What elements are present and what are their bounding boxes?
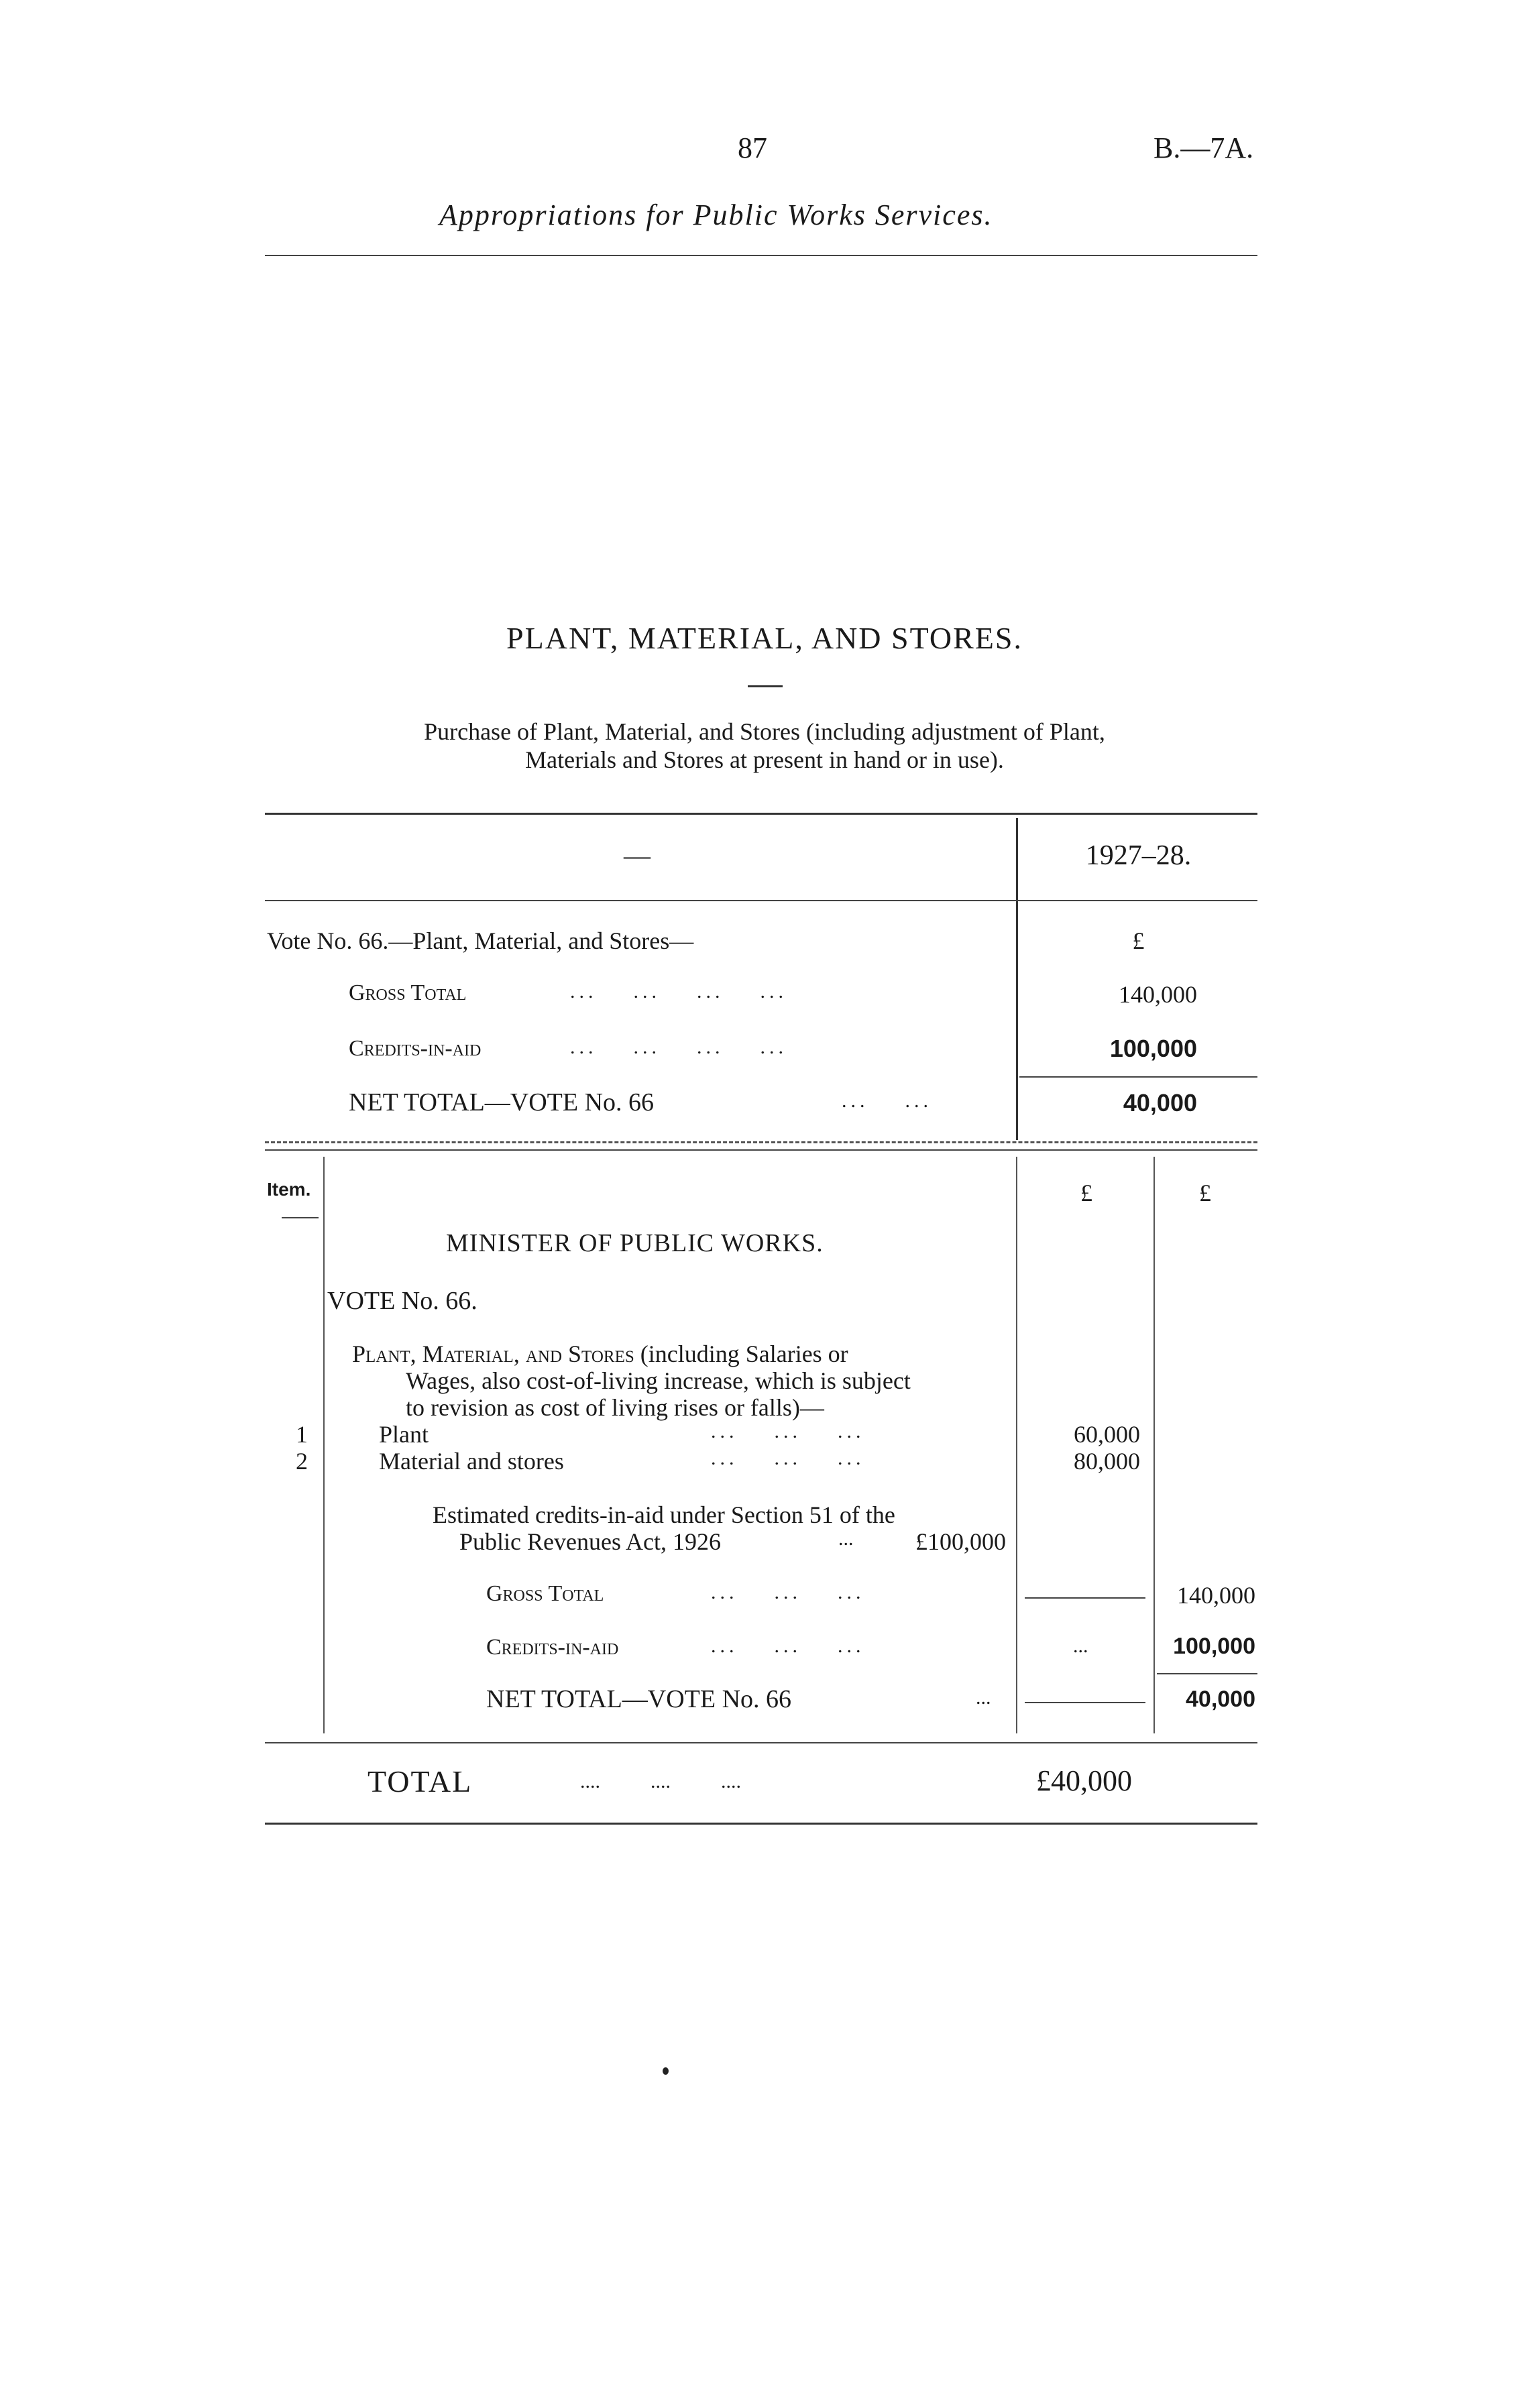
header-rule	[265, 255, 1257, 256]
summary-credits-label: Credits-in-aid	[349, 1036, 482, 1061]
total-value: £40,000	[1036, 1764, 1132, 1797]
section-description-2: Materials and Stores at present in hand or in use).	[525, 746, 1004, 773]
detail-column-divider-1	[1016, 1157, 1017, 1733]
detail-gross-value: 140,000	[1177, 1582, 1255, 1609]
detail-net-value: 40,000	[1186, 1686, 1255, 1712]
detail-credits-mid: ...	[1073, 1635, 1088, 1657]
total-label: TOTAL	[368, 1764, 473, 1798]
estimate-dots: ...	[838, 1528, 854, 1550]
summary-col-label: —	[624, 840, 651, 870]
item-value: 60,000	[1074, 1421, 1140, 1448]
running-title: Appropriations for Public Works Services.	[439, 198, 993, 231]
item-header: Item.	[267, 1179, 311, 1200]
estimate-value: £100,000	[915, 1528, 1006, 1555]
item-label: Material and stores	[379, 1448, 564, 1475]
minister-heading: MINISTER OF PUBLIC WORKS.	[446, 1229, 824, 1257]
summary-currency: £	[1132, 927, 1145, 954]
summary-header-rule	[265, 900, 1257, 901]
summary-net-label: NET TOTAL—VOTE No. 66	[349, 1088, 655, 1116]
item-label: Plant	[379, 1421, 429, 1448]
summary-net-value: 40,000	[1123, 1089, 1197, 1116]
estimate-line-2: Public Revenues Act, 1926	[459, 1528, 721, 1555]
section-description-1: Purchase of Plant, Material, and Stores (including adjustment of Plant,	[424, 718, 1105, 745]
detail-net-label: NET TOTAL—VOTE No. 66	[486, 1685, 792, 1713]
detail-credits-dots: ... ... ...	[711, 1635, 865, 1657]
detail-gross-dash	[1025, 1597, 1145, 1599]
summary-column-divider	[1016, 818, 1018, 1140]
summary-credits-dots: ... ... ... ...	[570, 1036, 787, 1058]
section-title: PLANT, MATERIAL, AND STORES.	[506, 621, 1023, 655]
detail-net-dash	[1025, 1702, 1145, 1703]
item-number: 1	[296, 1421, 308, 1448]
item-header-underline	[282, 1217, 319, 1218]
summary-gross-dots: ... ... ... ...	[570, 980, 787, 1002]
summary-gross-label: Gross Total	[349, 980, 467, 1005]
detail-net-dots: ...	[976, 1686, 991, 1709]
detail-gross-label: Gross Total	[486, 1581, 604, 1606]
detail-credits-value: 100,000	[1173, 1633, 1255, 1659]
summary-credits-value: 100,000	[1109, 1035, 1197, 1062]
detail-heading-line-2: Wages, also cost-of-living increase, which is subject	[406, 1367, 911, 1394]
detail-heading-line-3: to revision as cost of living rises or falls)—	[406, 1394, 824, 1421]
vote-heading: VOTE No. 66.	[327, 1287, 477, 1315]
detail-heading-line-1	[352, 1340, 848, 1368]
total-dots: .... .... ....	[580, 1770, 741, 1792]
detail-currency-1: £	[1080, 1180, 1092, 1206]
page-number: 87	[738, 131, 767, 164]
summary-top-rule	[265, 813, 1257, 815]
detail-item-column-divider	[323, 1157, 325, 1733]
vote-label: Vote No. 66.—Plant, Material, and Stores—	[267, 927, 694, 954]
summary-year: 1927–28.	[1085, 840, 1192, 871]
print-mark	[663, 2067, 669, 2075]
document-reference: B.—7A.	[1153, 131, 1254, 164]
summary-bottom-rule-2	[265, 1149, 1257, 1151]
detail-currency-2: £	[1199, 1180, 1211, 1206]
item-value: 80,000	[1074, 1448, 1140, 1475]
detail-gross-dots: ... ... ...	[711, 1581, 865, 1603]
detail-heading-rest: (including Salaries or	[634, 1340, 848, 1367]
detail-credits-underline	[1157, 1673, 1257, 1674]
detail-credits-label: Credits-in-aid	[486, 1635, 619, 1660]
detail-heading-smallcaps: Plant, Material, and Stores	[352, 1340, 634, 1367]
summary-net-dots: ... ...	[842, 1090, 932, 1112]
item-number: 2	[296, 1448, 308, 1475]
title-underline	[748, 685, 783, 687]
summary-bottom-rule-1	[265, 1141, 1257, 1143]
item-dots: ... ... ...	[711, 1447, 865, 1469]
item-dots: ... ... ...	[711, 1420, 865, 1442]
summary-gross-value: 140,000	[1119, 981, 1197, 1008]
summary-credits-underline	[1019, 1076, 1257, 1078]
detail-bottom-rule	[265, 1742, 1257, 1743]
total-bottom-rule	[265, 1823, 1257, 1825]
estimate-line-1: Estimated credits-in-aid under Section 51 of the	[433, 1501, 895, 1528]
